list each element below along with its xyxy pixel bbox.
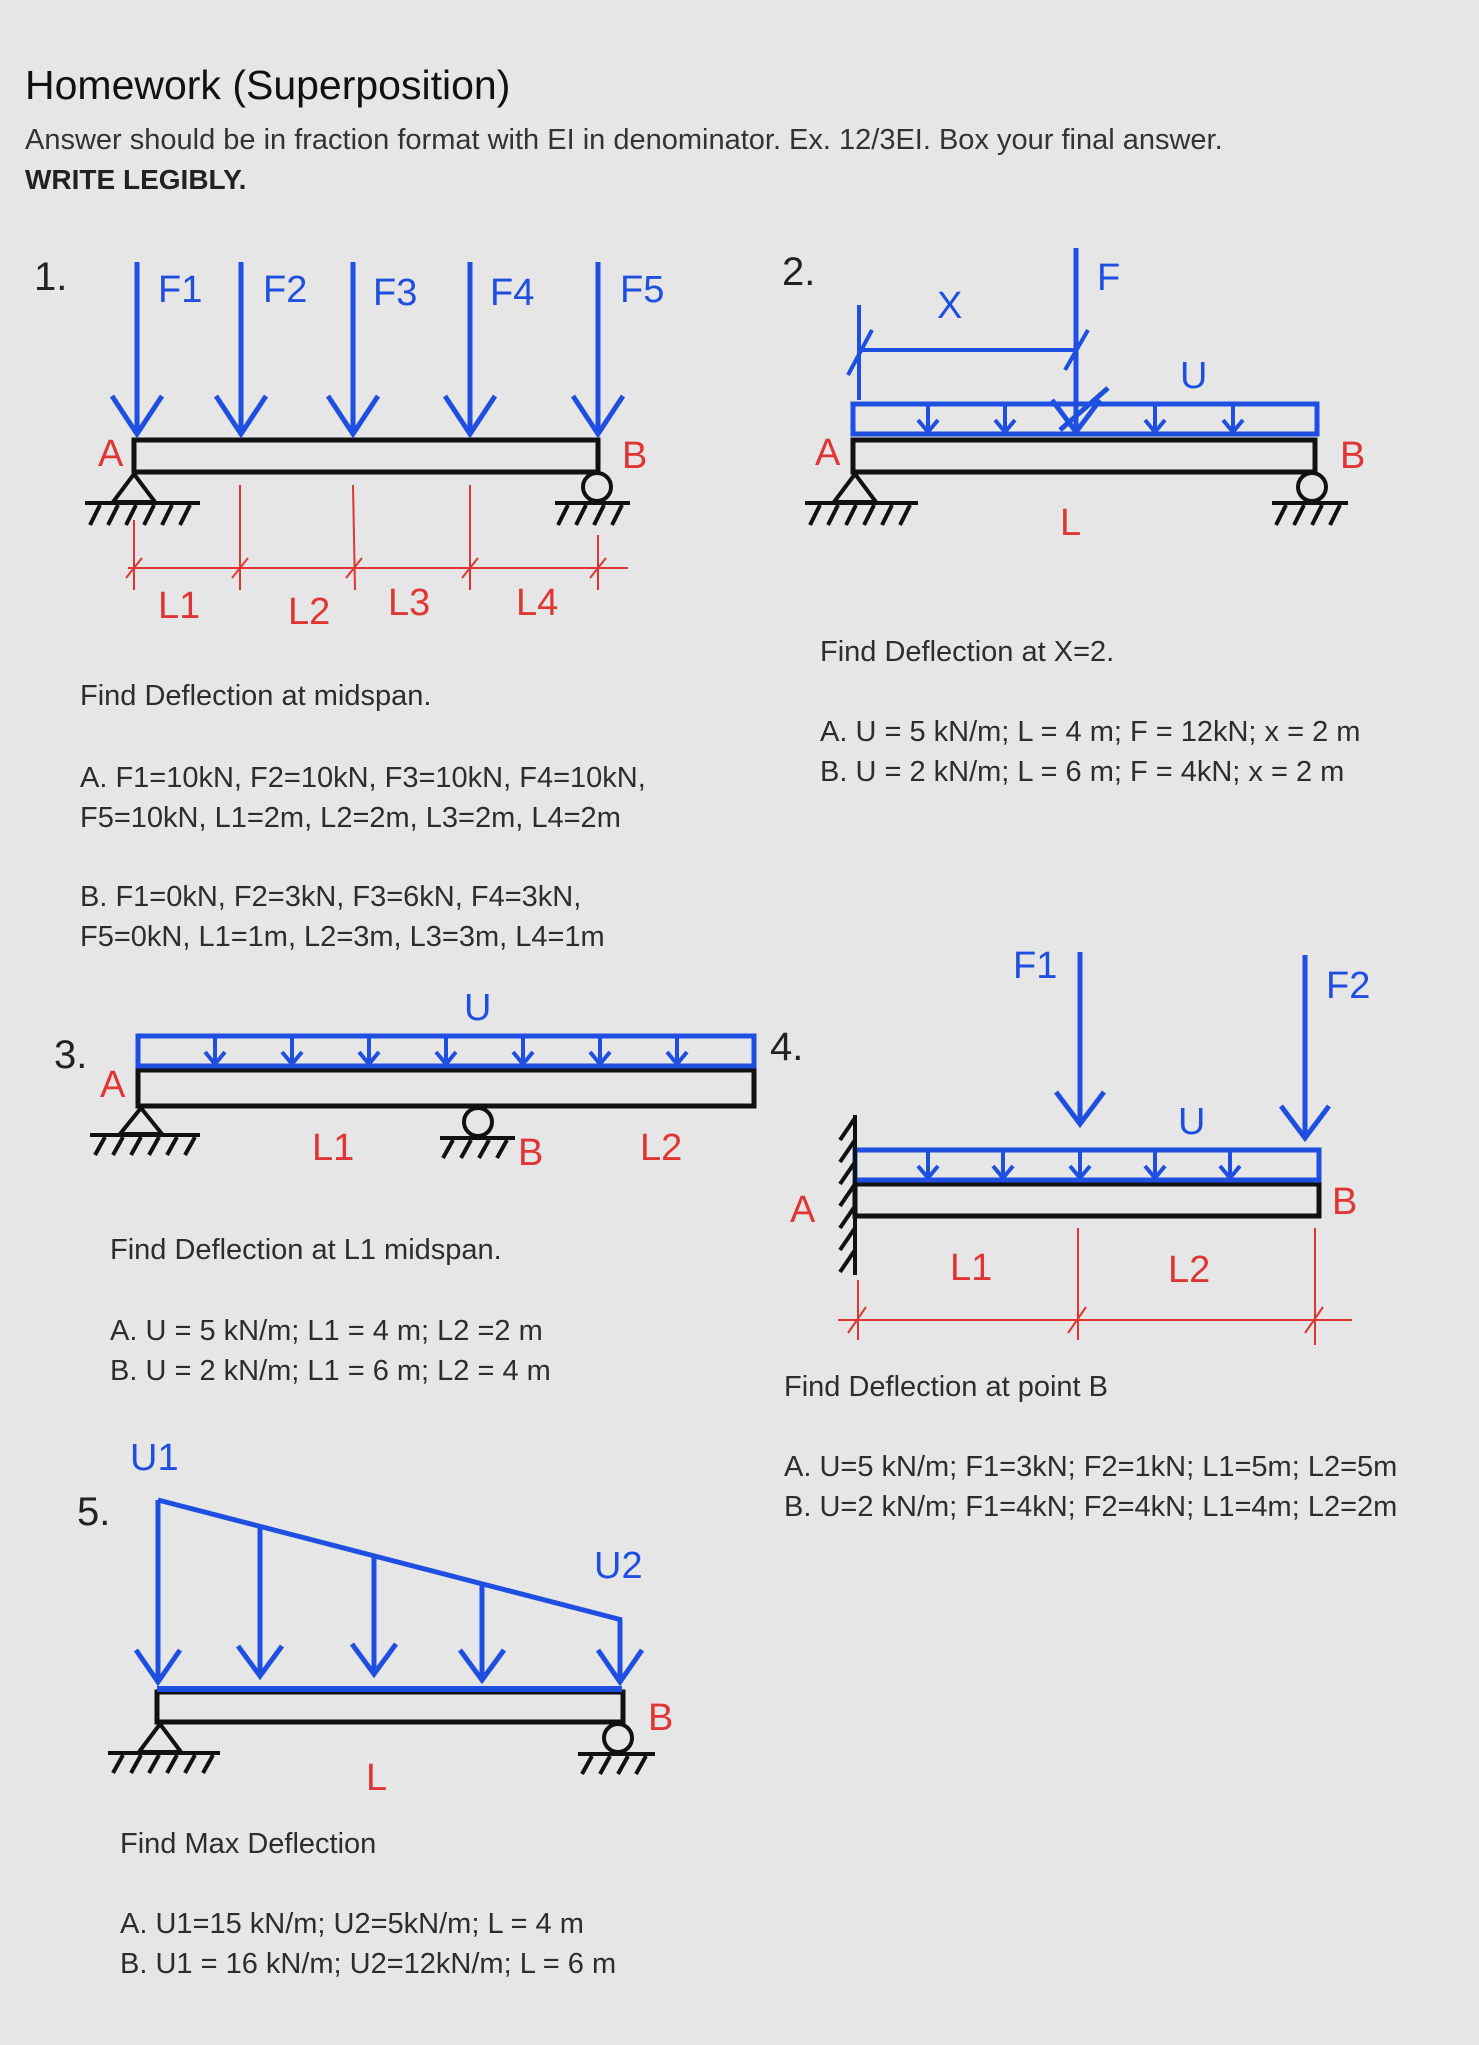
roller-support-2 xyxy=(1272,473,1348,525)
roller-support-1 xyxy=(555,473,630,525)
pin-support-5 xyxy=(108,1724,220,1773)
option-b-line2: F5=0kN, L1=1m, L2=3m, L3=3m, L4=1m xyxy=(80,921,605,953)
problem-3-question: Find Deflection at L1 midspan. xyxy=(110,1234,502,1266)
problem-4-number: 4. xyxy=(770,1025,804,1069)
beam-1 xyxy=(134,440,598,472)
pin-support-3 xyxy=(90,1108,200,1155)
l1-label: L1 xyxy=(158,585,201,627)
f2-label-4: F2 xyxy=(1326,965,1371,1007)
l1-label-3: L1 xyxy=(312,1127,355,1169)
problem-3-number: 3. xyxy=(54,1033,88,1077)
support-a-label-4: A xyxy=(790,1189,816,1231)
problem-1-option-b xyxy=(80,877,605,957)
beam-5 xyxy=(157,1692,623,1722)
span-l-label-5: L xyxy=(366,1757,388,1799)
dimension-lines-1 xyxy=(126,485,628,590)
problem-3-option-a: A. U = 5 kN/m; L1 = 4 m; L2 =2 m xyxy=(110,1315,543,1347)
problem-1-diagram xyxy=(85,262,664,633)
page-title: Homework (Superposition) xyxy=(25,62,511,108)
beam-3 xyxy=(138,1070,754,1106)
f2-label: F2 xyxy=(263,269,308,311)
problem-2-option-a: A. U = 5 kN/m; L = 4 m; F = 12kN; x = 2 m xyxy=(820,716,1361,748)
l3-label: L3 xyxy=(388,582,431,624)
x-label: X xyxy=(937,285,963,327)
l2-label-3: L2 xyxy=(640,1127,683,1169)
trapezoidal-load-5 xyxy=(136,1500,642,1682)
support-b-label-3: B xyxy=(518,1132,544,1174)
roller-support-5 xyxy=(578,1724,655,1774)
problem-2-question: Find Deflection at X=2. xyxy=(820,636,1115,668)
problem-4-option-b: B. U=2 kN/m; F1=4kN; F2=4kN; L1=4m; L2=2m xyxy=(784,1491,1398,1523)
f1-label: F1 xyxy=(158,269,203,311)
beam-2 xyxy=(853,440,1315,472)
problem-5-diagram xyxy=(108,1437,673,1799)
f4-label: F4 xyxy=(490,272,535,314)
l2-label: L2 xyxy=(288,591,331,633)
problem-5-option-a: A. U1=15 kN/m; U2=5kN/m; L = 4 m xyxy=(120,1908,584,1940)
problem-3-diagram xyxy=(90,987,754,1174)
problem-1-question: Find Deflection at midspan. xyxy=(80,680,432,712)
option-a-line2: F5=10kN, L1=2m, L2=2m, L3=2m, L4=2m xyxy=(80,802,621,834)
support-b-label-4: B xyxy=(1332,1181,1358,1223)
u1-label: U1 xyxy=(130,1437,179,1479)
support-b-label: B xyxy=(622,435,648,477)
l1-label-4: L1 xyxy=(950,1247,993,1289)
pin-support-1 xyxy=(85,474,200,525)
u2-label: U2 xyxy=(594,1545,643,1587)
u-label-2: U xyxy=(1180,355,1208,397)
problem-5-number: 5. xyxy=(77,1490,111,1534)
f1-label-4: F1 xyxy=(1013,945,1058,987)
span-l-label-2: L xyxy=(1060,502,1082,544)
legibility-note: WRITE LEGIBLY. xyxy=(25,164,247,195)
option-b-line1: B. F1=0kN, F2=3kN, F3=6kN, F4=3kN, xyxy=(80,881,582,913)
problem-2-diagram xyxy=(805,248,1365,544)
problem-4-question: Find Deflection at point B xyxy=(784,1371,1109,1403)
support-b-label-2: B xyxy=(1340,435,1366,477)
support-b-label-5: B xyxy=(648,1697,674,1739)
f-label: F xyxy=(1097,257,1121,299)
pin-support-2 xyxy=(805,474,918,525)
problem-1-number: 1. xyxy=(34,255,68,299)
x-dimension xyxy=(848,305,1088,400)
problem-4-diagram xyxy=(790,945,1370,1345)
option-a-line1: A. F1=10kN, F2=10kN, F3=10kN, F4=10kN, xyxy=(80,762,646,794)
problem-2-option-b: B. U = 2 kN/m; L = 6 m; F = 4kN; x = 2 m xyxy=(820,756,1345,788)
l4-label: L4 xyxy=(516,582,559,624)
beam-4 xyxy=(855,1184,1319,1216)
support-a-label-2: A xyxy=(815,432,841,474)
instructions: Answer should be in fraction format with EI in denominator. Ex. 12/3EI. Box your final answer. xyxy=(25,124,1223,156)
support-a-label-3: A xyxy=(100,1064,126,1106)
support-a-label: A xyxy=(98,433,124,475)
dimension-lines-4 xyxy=(838,1228,1352,1345)
problem-5-question: Find Max Deflection xyxy=(120,1828,377,1860)
f5-label: F5 xyxy=(620,269,665,311)
u-label-3: U xyxy=(464,987,492,1029)
problem-5-option-b: B. U1 = 16 kN/m; U2=12kN/m; L = 6 m xyxy=(120,1948,617,1980)
l2-label-4: L2 xyxy=(1168,1249,1211,1291)
problem-1-option-a xyxy=(80,758,646,838)
problem-3-option-b: B. U = 2 kN/m; L1 = 6 m; L2 = 4 m xyxy=(110,1355,551,1387)
u-label-4: U xyxy=(1178,1101,1206,1143)
f3-label: F3 xyxy=(373,272,418,314)
roller-support-3 xyxy=(440,1108,515,1158)
problem-2-number: 2. xyxy=(782,250,816,294)
problem-4-option-a: A. U=5 kN/m; F1=3kN; F2=1kN; L1=5m; L2=5m xyxy=(784,1451,1398,1483)
